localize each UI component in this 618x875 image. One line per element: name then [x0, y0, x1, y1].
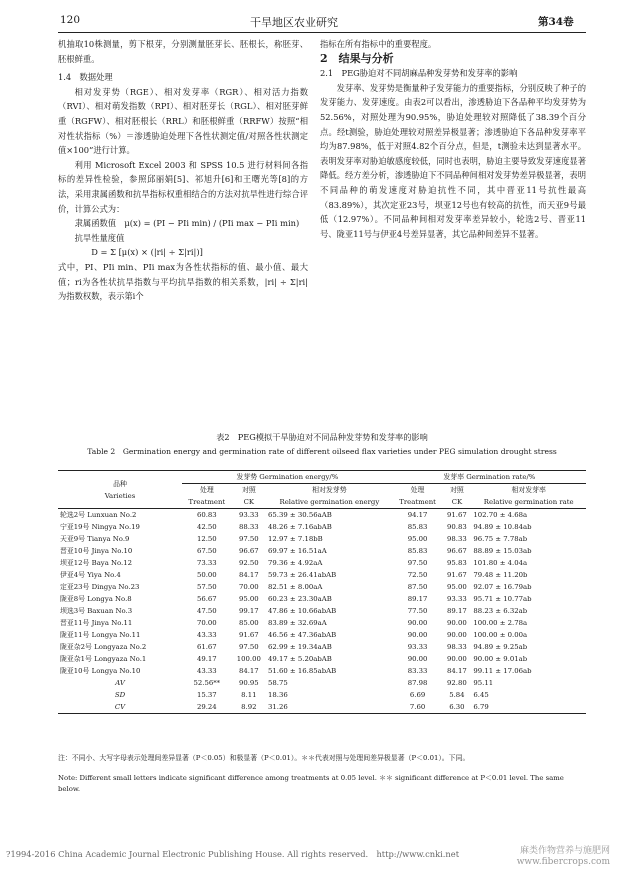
table-cell: 6.30 [449, 703, 465, 711]
table-cell: 51.60 ± 16.85abAB [268, 667, 337, 675]
row-label: 陇亚8号 Longya No.8 [60, 595, 132, 603]
col-ge-treatment: 处理 Treatment [188, 486, 226, 506]
table-row [58, 689, 586, 701]
table-cell: 43.33 [196, 631, 217, 639]
table-cell: 8.92 [241, 703, 257, 711]
table-cell: 67.50 [196, 547, 217, 555]
table-note-cn: 注：不同小、大写字母表示处理间差异显著（P＜0.05）和极显著（P＜0.01）。＊＊代表对照与处理间差异极显著（P＜0.01）。下同。 [58, 754, 470, 762]
table-cell: 70.00 [196, 619, 217, 627]
table-note-en: Note: Different small letters indicate significant difference among treatments at 0.05 level. ＊＊ significant difference at P＜0.01 level. The same below. [58, 774, 564, 793]
row-label: CV [114, 703, 126, 711]
row-label: 陇亚杂1号 Longyaza No.1 [60, 655, 147, 663]
table-cell: 97.50 [238, 643, 259, 651]
table-cell: 96.67 [238, 547, 259, 555]
table-cell: 6.45 [473, 691, 489, 699]
watermark-url: www.fibercrops.com [516, 857, 610, 867]
col-ge-ck: 对照 CK [241, 486, 256, 506]
subsection-title-2-1: 2.1 PEG胁迫对不同胡麻品种发芽势和发芽率的影响 [320, 68, 518, 79]
row-label: 宁亚19号 Ningya No.19 [60, 523, 140, 531]
table-cell: 97.50 [407, 559, 428, 567]
table-cell: 61.67 [196, 643, 217, 651]
table-cell: 50.00 [196, 571, 217, 579]
table-cell: 47.86 ± 10.66abAB [268, 607, 337, 615]
table-cell: 94.89 ± 10.84ab [473, 523, 532, 531]
row-label: AV [115, 679, 125, 687]
table-row [58, 665, 586, 677]
germination-table [58, 470, 586, 714]
table-row [58, 509, 586, 522]
table-cell: 96.67 [447, 547, 467, 555]
right-column [320, 37, 586, 241]
table-cell: 84.17 [447, 667, 467, 675]
table-cell: 100.00 ± 0.00a [473, 631, 528, 639]
row-label: 天亚9号 Tianya No.9 [60, 535, 130, 543]
formula-membership-label: 隶属函数值 [74, 218, 117, 229]
table-cell: 100.00 ± 2.78a [473, 619, 528, 627]
journal-title: 干旱地区农业研究 [250, 16, 338, 29]
table-caption-en: Table 2 Germination energy and germination rate of different oilseed flax varieties under PEG simulation drought stress [87, 447, 557, 456]
table-row [58, 521, 586, 533]
table-cell: 49.17 [196, 655, 217, 663]
table-cell: 79.48 ± 11.20b [473, 571, 528, 579]
table-cell: 94.17 [407, 511, 428, 519]
table-cell: 88.23 ± 6.32ab [473, 607, 528, 615]
table-caption-cn: 表2 PEG模拟干旱胁迫对不同品种发芽势和发芽率的影响 [216, 432, 428, 442]
table-cell: 84.17 [238, 667, 259, 675]
table-row [58, 545, 586, 557]
col-variety [58, 471, 182, 509]
intro-text: 机抽取10株测量，剪下根芽，分别测量胚芽长、胚根长，称胚芽、胚根鲜重。 [58, 39, 308, 64]
table-row [58, 533, 586, 545]
table-cell: 85.83 [407, 547, 428, 555]
table-row [58, 557, 586, 569]
table-cell: 90.00 [447, 619, 467, 627]
table-cell: 97.50 [238, 535, 259, 543]
table-cell: 6.79 [473, 703, 489, 711]
table-row [58, 629, 586, 641]
page-number: 120 [60, 14, 81, 26]
table-cell: 46.56 ± 47.36abAB [268, 631, 337, 639]
formula-membership: μ(x) = (PI − PIi min) / (PIi max − PIi min) [124, 218, 300, 229]
table-row [58, 581, 586, 593]
formula-drought-label: 抗旱性量度值 [74, 232, 125, 243]
table-cell: 47.50 [196, 607, 217, 615]
table-cell: 92.07 ± 16.79ab [473, 583, 532, 591]
table-row [58, 677, 586, 689]
row-label: 坝选3号 Baxuan No.3 [60, 607, 133, 615]
table-cell: 42.50 [196, 523, 217, 531]
table-cell: 90.00 ± 9.01ab [473, 655, 528, 663]
table-cell: 98.33 [447, 643, 467, 651]
table-cell: 88.33 [238, 523, 259, 531]
table-cell: 7.60 [409, 703, 426, 711]
table-cell: 88.89 ± 15.03ab [473, 547, 532, 555]
table-cell: 95.71 ± 10.77ab [473, 595, 532, 603]
paragraph-results: 发芽率、发芽势是衡量种子发芽能力的重要指标，分别反映了种子的发芽能力、发芽速度。由表2可以看出，渗透胁迫下各品种平均发芽势为52.56%，对照处理为90.95%，胁迫处理较对照降低了38.39个百分点。经t测验，胁迫处理较对照差异极显著；渗透胁迫下各品种发芽率平均为87.98%，低于对照4.82个百分点，但是，t测验未达到显著水平。表明发芽率对胁迫敏感度较低，同时也表明，胁迫主要导致发芽速度显著降低。经方差分析，渗透胁迫下不同品种间相对发芽势差异极显著，表明不同品种的萌发速度对胁迫抗性不同，其中晋亚11号抗性最高（83.89%），其次定亚23号，坝亚12号也有较高的抗性，而天亚9号最低（12.97%）。不同品种间相对发芽率差异较小，轮选2号、晋亚11号、陇亚11号与伊亚4号差异显著，其它品种间差异不显著。 [320, 82, 586, 239]
table-cell: 83.89 ± 32.69aA [268, 619, 327, 627]
col-gr-ck: 对照 CK [450, 486, 464, 506]
table-cell: 90.00 [407, 655, 428, 663]
table-cell: 85.00 [238, 619, 259, 627]
table-cell: 43.33 [196, 667, 217, 675]
table-cell: 73.33 [196, 559, 217, 567]
table-cell: 90.00 [407, 631, 428, 639]
table-cell: 72.50 [407, 571, 428, 579]
table-cell: 98.33 [447, 535, 467, 543]
table-cell: 89.17 [407, 595, 428, 603]
table-cell: 77.50 [407, 607, 428, 615]
table-cell: 52.56** [193, 679, 221, 687]
table-cell: 31.26 [268, 703, 288, 711]
paragraph-methods: 利用 Microsoft Excel 2003 和 SPSS 10.5 进行材料间各指标的差异性检验，参照邱丽娟[5]、祁旭升[6]和王曙光等[8]的方法，采用隶属函数和抗旱指标权重相结合的方法对抗旱性进行综合评价，计算公式为： [58, 159, 308, 214]
table-cell: 91.67 [447, 571, 467, 579]
header-rule [58, 32, 586, 33]
col-variety-en: Varieties [104, 491, 136, 500]
row-label: SD [114, 691, 126, 699]
col-rgr: 相对发芽率 Relative germination rate [483, 486, 574, 506]
row-label: 晋亚10号 Jinya No.10 [60, 547, 133, 555]
table-cell: 48.26 ± 7.16abAB [268, 523, 332, 531]
watermark-cn: 麻类作物营养与施肥网 [519, 846, 610, 856]
table-row [58, 605, 586, 617]
table-cell: 65.39 ± 30.56aAB [268, 511, 332, 519]
row-label: 陇亚10号 Longya No.10 [60, 667, 141, 675]
table-cell: 92.80 [447, 679, 467, 687]
table-cell: 85.83 [407, 523, 428, 531]
table-cell: 58.75 [268, 679, 288, 687]
table-cell: 5.84 [449, 691, 465, 699]
section-title-1-4: 1.4 数据处理 [58, 72, 113, 83]
table-cell: 90.00 [447, 655, 467, 663]
table-cell: 90.00 [407, 619, 428, 627]
table-cell: 93.33 [238, 511, 259, 519]
col-group-ge: 发芽势 Germination energy/% [182, 471, 393, 484]
left-column [58, 37, 308, 304]
table-cell: 94.89 ± 9.25ab [473, 643, 528, 651]
col-group-gr: 发芽率 Germination rate/% [393, 471, 586, 484]
table-cell: 57.50 [196, 583, 217, 591]
table-cell: 91.67 [447, 511, 467, 519]
table-cell: 90.00 [447, 631, 467, 639]
table-cell: 84.17 [238, 571, 259, 579]
col-variety-cn: 品种 [113, 479, 127, 488]
table-row [58, 617, 586, 629]
table-cell: 90.95 [238, 679, 259, 687]
table-cell: 82.51 ± 8.00aA [268, 583, 323, 591]
table-cell: 60.83 [196, 511, 217, 519]
row-label: 轮选2号 Lunxuan No.2 [60, 511, 137, 519]
paragraph-formula-notes: 式中，PI、PIi min、PIi max为各性状指标的值、最小值、最大值；ri为各性状抗旱指数与平均抗旱指数的相关系数，|ri| ÷ Σ|ri| 为指数权数，表示第i个 [58, 261, 308, 302]
table-cell: 102.70 ± 4.68a [473, 511, 528, 519]
table-cell: 96.75 ± 7.78ab [473, 535, 528, 543]
table-row [58, 653, 586, 665]
row-label: 坝亚12号 Baya No.12 [60, 559, 133, 567]
table-cell: 92.50 [238, 559, 259, 567]
row-label: 定亚23号 Dingya No.23 [60, 583, 140, 591]
table-cell: 83.33 [407, 667, 428, 675]
table-cell: 93.33 [407, 643, 428, 651]
table-cell: 87.98 [407, 679, 428, 687]
col-rge: 相对发芽势 Relative germination energy [279, 486, 380, 506]
table-cell: 69.97 ± 16.51aA [268, 547, 327, 555]
table-cell: 6.69 [409, 691, 426, 699]
row-label: 晋亚11号 Jinya No.11 [60, 619, 133, 627]
table-cell: 8.11 [241, 691, 257, 699]
table-cell: 56.67 [196, 595, 217, 603]
table-cell: 89.17 [447, 607, 467, 615]
table-cell: 15.37 [196, 691, 217, 699]
table-cell: 95.00 [238, 595, 259, 603]
table-cell: 91.67 [238, 631, 259, 639]
table-cell: 29.24 [196, 703, 217, 711]
table-cell: 90.83 [447, 523, 467, 531]
table-cell: 100.00 [236, 655, 261, 663]
table-row [58, 569, 586, 581]
table-cell: 95.00 [447, 583, 467, 591]
table-cell: 49.17 ± 5.20abAB [268, 655, 332, 663]
table-cell: 95.00 [407, 535, 428, 543]
table-cell: 12.50 [196, 535, 217, 543]
table-cell: 12.97 ± 7.18bB [268, 535, 323, 543]
section-title-results: 2 结果与分析 [320, 51, 394, 65]
table-cell: 60.23 ± 23.30aAB [268, 595, 332, 603]
table-cell: 70.00 [238, 583, 259, 591]
table-cell: 99.17 [238, 607, 259, 615]
table-cell: 95.83 [447, 559, 467, 567]
table-cell: 101.80 ± 4.04a [473, 559, 528, 567]
table-cell: 93.33 [447, 595, 467, 603]
table-row [58, 641, 586, 653]
formula-drought: D = Σ [μ(x) × (|ri| ÷ Σ|ri|)] [91, 247, 203, 258]
volume-label: 第34卷 [538, 16, 574, 28]
row-label: 陇亚11号 Longya No.11 [60, 631, 141, 639]
row-label: 陇亚杂2号 Longyaza No.2 [60, 643, 147, 651]
table-body [58, 509, 586, 714]
col-gr-treatment: 处理 Treatment [399, 486, 436, 506]
table-cell: 79.36 ± 4.92aA [268, 559, 323, 567]
table-cell: 59.73 ± 26.41abAB [268, 571, 337, 579]
copyright-footer: ?1994-2016 China Academic Journal Electronic Publishing House. All rights reserved. http://www.cnki.net [6, 849, 460, 859]
continued-text: 指标在所有指标中的重要程度。 [320, 39, 437, 49]
table-cell: 99.11 ± 17.06ab [473, 667, 532, 675]
table-cell: 18.36 [268, 691, 288, 699]
table-row [58, 593, 586, 605]
table-cell: 87.50 [407, 583, 428, 591]
table-cell: 95.11 [473, 679, 494, 687]
row-label: 伊亚4号 Yiya No.4 [60, 571, 121, 579]
table-row [58, 701, 586, 714]
paragraph-relative-traits: 相对发芽势（RGE）、相对发芽率（RGR）、相对活力指数（RVI）、相对萌发指数（RPI）、相对胚芽长（RGL）、相对胚芽鲜重（RGFW）、相对胚根长（RRL）和胚根鲜重（RRFW）按照“相对性状指标（%）＝渗透胁迫处理下各性状测定值/对照各性状测定值×100”进行计算。 [58, 86, 308, 156]
watermark [517, 846, 610, 868]
table-cell: 62.99 ± 19.34aAB [268, 643, 332, 651]
